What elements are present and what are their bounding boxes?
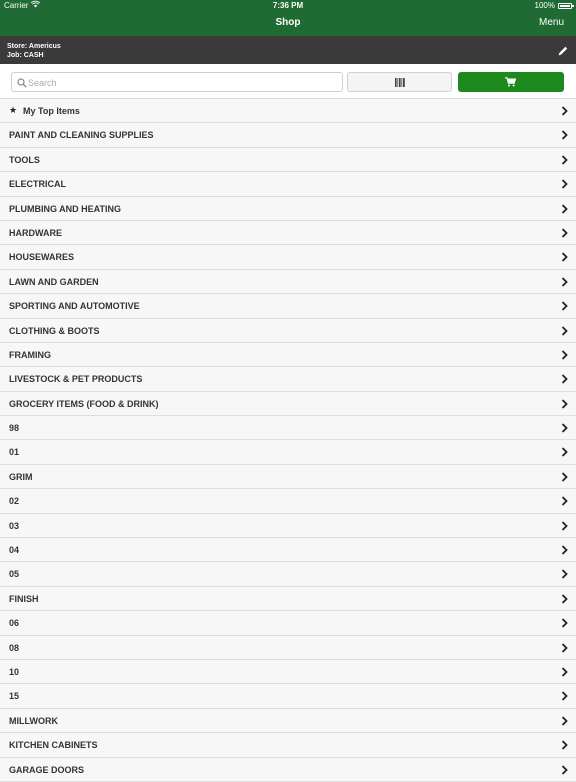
chevron-right-icon: [561, 618, 568, 628]
chevron-right-icon: [561, 350, 568, 360]
list-item[interactable]: [0, 319, 576, 343]
chevron-right-icon: [561, 765, 568, 775]
list-item-label: 98: [9, 423, 20, 434]
list-item[interactable]: [0, 636, 576, 660]
chevron-right-icon: [561, 423, 568, 433]
list-item-label: PLUMBING AND HEATING: [9, 203, 121, 214]
search-field[interactable]: [11, 72, 343, 92]
chevron-right-icon: [561, 496, 568, 506]
carrier-label: Carrier: [4, 1, 29, 10]
chevron-right-icon: [561, 277, 568, 287]
chevron-right-icon: [561, 130, 568, 140]
search-icon: [17, 78, 27, 88]
star-icon: ★: [9, 105, 18, 115]
list-item[interactable]: [0, 489, 576, 513]
list-item[interactable]: [0, 343, 576, 367]
list-item[interactable]: [0, 245, 576, 269]
list-item[interactable]: [0, 733, 576, 757]
list-item[interactable]: [0, 221, 576, 245]
chevron-right-icon: [561, 521, 568, 531]
list-item-label: LIVESTOCK & PET PRODUCTS: [9, 374, 143, 385]
list-item[interactable]: [0, 538, 576, 562]
list-item-label: 05: [9, 569, 20, 580]
barcode-icon: [395, 78, 405, 87]
navigation-bar: [0, 0, 576, 36]
chevron-right-icon: [561, 326, 568, 336]
list-item[interactable]: [0, 416, 576, 440]
list-item[interactable]: [0, 392, 576, 416]
menu-button[interactable]: Menu: [538, 17, 564, 28]
list-item[interactable]: [0, 758, 576, 782]
chevron-right-icon: [561, 447, 568, 457]
list-item-label: FINISH: [9, 593, 39, 604]
list-item-label: LAWN AND GARDEN: [9, 276, 99, 287]
store-name: Store: Americus: [7, 43, 61, 50]
chevron-right-icon: [561, 740, 568, 750]
list-item-label: 04: [9, 545, 20, 556]
list-item-label: TOOLS: [9, 154, 40, 165]
list-item[interactable]: [0, 367, 576, 391]
list-item-label: CLOTHING & BOOTS: [9, 325, 100, 336]
list-item-label: FRAMING: [9, 349, 51, 360]
chevron-right-icon: [561, 301, 568, 311]
list-item-label: KITCHEN CABINETS: [9, 740, 98, 751]
list-item-label: 15: [9, 691, 20, 702]
chevron-right-icon: [561, 545, 568, 555]
chevron-right-icon: [561, 399, 568, 409]
chevron-right-icon: [561, 716, 568, 726]
list-item[interactable]: [0, 440, 576, 464]
list-item-label: 03: [9, 520, 20, 531]
battery-icon: [558, 3, 572, 9]
list-item-label: HOUSEWARES: [9, 252, 75, 263]
battery-percent: 100%: [534, 1, 555, 10]
store-info-bar: [0, 36, 576, 64]
list-item-my-top-items[interactable]: [0, 99, 576, 123]
list-item-label: 06: [9, 618, 20, 629]
list-item-label: GRIM: [9, 471, 33, 482]
list-item-label: SPORTING AND AUTOMOTIVE: [9, 301, 140, 312]
list-item-label: HARDWARE: [9, 227, 62, 238]
list-item[interactable]: [0, 587, 576, 611]
page-title: Shop: [275, 17, 301, 28]
list-item[interactable]: [0, 294, 576, 318]
status-bar: [0, 0, 576, 12]
chevron-right-icon: [561, 594, 568, 604]
list-item-label: GROCERY ITEMS (FOOD & DRINK): [9, 398, 159, 409]
chevron-right-icon: [561, 472, 568, 482]
list-item[interactable]: [0, 270, 576, 294]
edit-store-button[interactable]: [557, 44, 569, 56]
list-item[interactable]: [0, 514, 576, 538]
chevron-right-icon: [561, 228, 568, 238]
list-item-label: MILLWORK: [9, 715, 58, 726]
chevron-right-icon: [561, 155, 568, 165]
chevron-right-icon: [561, 374, 568, 384]
chevron-right-icon: [561, 643, 568, 653]
pencil-icon: [557, 45, 569, 57]
chevron-right-icon: [561, 252, 568, 262]
barcode-scan-button[interactable]: [347, 72, 452, 92]
list-item-label: GARAGE DOORS: [9, 764, 85, 775]
list-item[interactable]: [0, 148, 576, 172]
chevron-right-icon: [561, 179, 568, 189]
list-item[interactable]: [0, 172, 576, 196]
status-time: 7:36 PM: [272, 1, 304, 10]
chevron-right-icon: [561, 569, 568, 579]
list-item-label: 10: [9, 666, 20, 677]
search-toolbar: [0, 64, 576, 99]
job-name: Job: CASH: [7, 52, 44, 59]
battery-indicator: [535, 1, 572, 10]
list-item-label: 08: [9, 642, 20, 653]
list-item[interactable]: [0, 611, 576, 635]
cart-button[interactable]: [458, 72, 564, 92]
list-item[interactable]: [0, 684, 576, 708]
list-item-label: PAINT AND CLEANING SUPPLIES: [9, 130, 154, 141]
list-item-label: 01: [9, 447, 20, 458]
list-item-label: 02: [9, 496, 20, 507]
list-item[interactable]: [0, 197, 576, 221]
list-item-label: ELECTRICAL: [9, 179, 66, 190]
chevron-right-icon: [561, 667, 568, 677]
list-item[interactable]: [0, 123, 576, 147]
list-item[interactable]: [0, 660, 576, 684]
list-item[interactable]: [0, 562, 576, 586]
list-item-label: My Top Items: [23, 106, 80, 116]
search-input[interactable]: [28, 75, 328, 90]
cart-icon: [505, 77, 516, 87]
chevron-right-icon: [561, 106, 568, 116]
list-item[interactable]: [0, 709, 576, 733]
store-info: [7, 42, 61, 60]
chevron-right-icon: [561, 691, 568, 701]
category-list: [0, 99, 576, 782]
list-item[interactable]: [0, 465, 576, 489]
chevron-right-icon: [561, 204, 568, 214]
